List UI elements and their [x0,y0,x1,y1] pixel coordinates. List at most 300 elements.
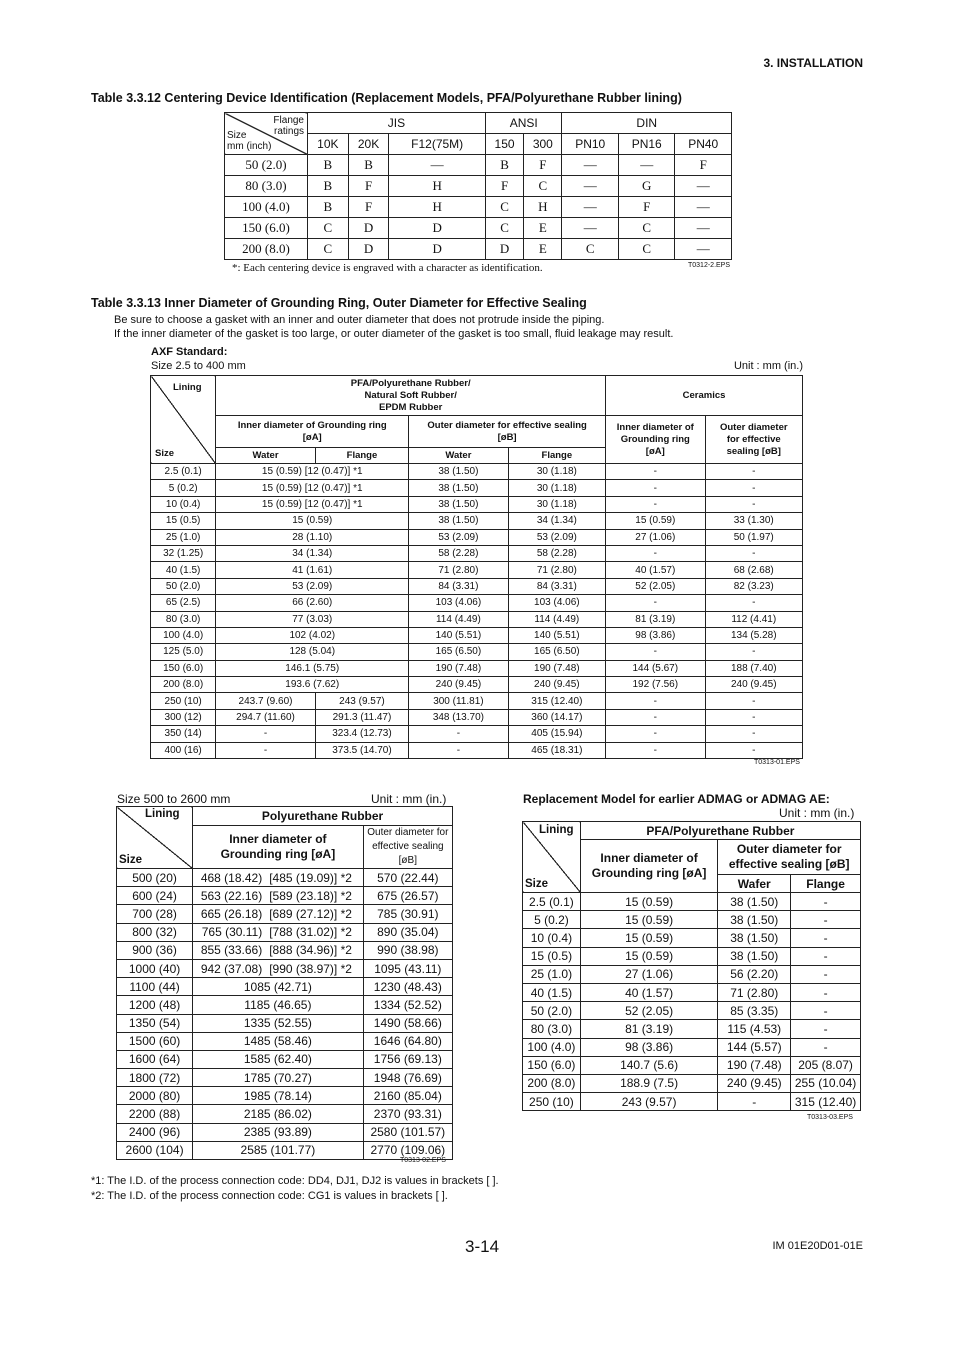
ceramics-inner-cell: 144 (5.67) [606,660,705,676]
size-cell: 200 (8.0) [151,677,216,693]
code-cell: D [389,239,486,260]
size-cell: 80 (3.0) [151,611,216,627]
size-cell: 350 (14) [151,726,216,742]
corner-header: Flange ratings Size mm (inch) [225,113,308,155]
size-cell: 1100 (44) [117,978,193,996]
eps-label: T0313-02.EPS [400,1157,446,1164]
ceramics-outer-cell: - [705,709,802,725]
code-cell: F [675,155,732,176]
inner-diameter-cell: 128 (5.04) [216,644,409,660]
rep-unit: Unit : mm (in.) [779,806,855,820]
code-cell: — [389,155,486,176]
outer-diameter-cell: 2160 (85.04) [363,1087,452,1105]
size-cell: 25 (1.0) [151,529,216,545]
table-row [523,929,861,947]
inner-diameter-cell: 81 (3.19) [580,1020,718,1038]
table-row [151,529,803,545]
ceramics-outer-cell: 68 (2.68) [705,562,802,578]
code-cell: G [618,176,674,197]
outer-water-cell: 114 (4.49) [409,611,508,627]
inner-diameter-cell: 15 (0.59) [216,513,409,529]
wafer-cell: 85 (3.35) [718,1002,791,1020]
size-cell: 2200 (88) [117,1105,193,1123]
column-header: 10K [308,134,349,155]
code-cell: C [308,239,349,260]
ceramics-outer-cell: - [705,644,802,660]
wafer-cell: 38 (1.50) [718,929,791,947]
size-cell: 200 (8.0) [523,1074,581,1092]
size-cell: 2600 (104) [117,1141,193,1159]
column-header: 300 [524,134,562,155]
code-cell: — [562,176,618,197]
inner-header: Inner diameter of Grounding ring [øA] [580,840,718,893]
inner-diameter-cell: 2385 (93.89) [193,1123,364,1141]
size-cell: 2.5 (0.1) [523,893,581,911]
column-header: PN10 [562,134,618,155]
outer-flange-cell: 53 (2.09) [508,529,605,545]
size-cell: 1200 (48) [117,996,193,1014]
flange-header: Flange [315,448,408,464]
code-cell: F [618,197,674,218]
inner-diameter-cell: 27 (1.06) [580,965,718,983]
big-range: Size 500 to 2600 mm [117,792,231,806]
size-cell: 5 (0.2) [523,911,581,929]
flange-cell: - [791,929,861,947]
outer-header: Outer diameter for effective sealing [øB] [718,840,861,875]
outer-flange-cell: 465 (18.31) [508,742,605,758]
corner-header: Lining Size [117,807,193,869]
size-cell: 10 (0.4) [151,496,216,512]
outer-water-cell: 38 (1.50) [409,480,508,496]
size-cell: 700 (28) [117,905,193,923]
outer-flange-cell: 360 (14.17) [508,709,605,725]
group-header: DIN [562,113,732,134]
table-row [151,496,803,512]
table-row [151,595,803,611]
centering-device-table [224,112,732,260]
outer-water-cell: 58 (2.28) [409,545,508,561]
column-header: 150 [485,134,523,155]
size-cell: 150 (6.0) [523,1056,581,1074]
size-cell: 1350 (54) [117,1014,193,1032]
inner-diameter-cell: 1785 (70.27) [193,1069,364,1087]
column-header: 20K [348,134,389,155]
table-row [117,1032,453,1050]
table-row [117,941,453,959]
inner-diameter-cell: 41 (1.61) [216,562,409,578]
flange-cell: - [791,1020,861,1038]
column-header: PN16 [618,134,674,155]
table-row [225,176,732,197]
table-row [225,155,732,176]
ceramics-outer-cell: 33 (1.30) [705,513,802,529]
inner-diameter-cell: 15 (0.59) [580,911,718,929]
table-row [523,1093,861,1111]
table-row [151,545,803,561]
code-cell: F [524,155,562,176]
code-cell: B [485,155,523,176]
wafer-cell: 71 (2.80) [718,983,791,1001]
table-row [117,1087,453,1105]
inner-bracket-cell: [990 (38.97)] *2 [266,959,363,977]
code-cell: C [618,239,674,260]
outer-diameter-cell: 1756 (69.13) [363,1050,452,1068]
ceramics-outer-cell: - [705,496,802,512]
inner-diameter-cell: 52 (2.05) [580,1002,718,1020]
table-row [151,677,803,693]
outer-water-cell: 71 (2.80) [409,562,508,578]
outer-flange-cell: 405 (15.94) [508,726,605,742]
code-cell: F [485,176,523,197]
wafer-cell: 56 (2.20) [718,965,791,983]
table-row [523,947,861,965]
inner-diameter-cell: 15 (0.59) [12 (0.47)] *1 [216,496,409,512]
flange-cell: - [791,983,861,1001]
outer-flange-cell: 190 (7.48) [508,660,605,676]
inner-diameter-cell: 1335 (52.55) [193,1014,364,1032]
inner-diameter-cell: 855 (33.66) [193,941,267,959]
inner-water-cell: - [216,742,315,758]
table-row [151,611,803,627]
size-cell: 1500 (60) [117,1032,193,1050]
size-cell: 250 (10) [523,1093,581,1111]
size-cell: 500 (20) [117,869,193,887]
note-line: If the inner diameter of the gasket is too large, or outer diameter of the gasket is too small, fluid leakage may result. [114,328,674,340]
table-row [523,1002,861,1020]
ceramics-inner-cell: - [606,742,705,758]
size-cell: 400 (16) [151,742,216,758]
ceramics-outer-cell: 188 (7.40) [705,660,802,676]
table-row [523,1020,861,1038]
table-row [117,1050,453,1068]
table-row [523,893,861,911]
ceramics-inner-cell: - [606,644,705,660]
inner-diameter-cell: 40 (1.57) [580,983,718,1001]
size-cell: 100 (4.0) [225,197,308,218]
size-cell: 50 (2.0) [523,1002,581,1020]
table-row [117,905,453,923]
ceramics-outer-cell: 112 (4.41) [705,611,802,627]
inner-bracket-cell: [589 (23.18)] *2 [266,887,363,905]
large-size-table [116,806,453,1160]
size-cell: 200 (8.0) [225,239,308,260]
code-cell: D [485,239,523,260]
ceramics-outer-cell: - [705,545,802,561]
table-row [117,1123,453,1141]
outer-flange-cell: 315 (12.40) [508,693,605,709]
eps-label: T0313-01.EPS [754,759,800,766]
table-row [117,887,453,905]
code-cell: C [308,218,349,239]
outer-diameter-cell: 570 (22.44) [363,869,452,887]
code-cell: F [348,176,389,197]
code-cell: — [562,197,618,218]
outer-flange-cell: 165 (6.50) [508,644,605,660]
code-cell: H [524,197,562,218]
inner-diameter-cell: 15 (0.59) [580,929,718,947]
code-cell: C [485,218,523,239]
size-cell: 10 (0.4) [523,929,581,947]
table-row [151,644,803,660]
ceramics-outer-header: Outer diameter for effective sealing [øB] [705,416,802,464]
table-row [151,660,803,676]
size-cell: 600 (24) [117,887,193,905]
inner-diameter-cell: 15 (0.59) [12 (0.47)] *1 [216,464,409,480]
inner-diameter-cell: 146.1 (5.75) [216,660,409,676]
inner-header: Inner diameter of Grounding ring [øA] [216,416,409,448]
outer-diameter-cell: 1334 (52.52) [363,996,452,1014]
outer-flange-cell: 71 (2.80) [508,562,605,578]
outer-flange-cell: 84 (3.31) [508,578,605,594]
size-cell: 150 (6.0) [151,660,216,676]
pfa-header: PFA/Polyurethane Rubber/ Natural Soft Rubber/ EPDM Rubber [216,376,606,416]
outer-water-cell: 38 (1.50) [409,513,508,529]
code-cell: C [562,239,618,260]
group-header: ANSI [485,113,562,134]
outer-water-cell: 300 (11.81) [409,693,508,709]
outer-diameter-cell: 1948 (76.69) [363,1069,452,1087]
inner-diameter-cell: 53 (2.09) [216,578,409,594]
ceramics-inner-cell: 40 (1.57) [606,562,705,578]
inner-diameter-cell: 942 (37.08) [193,959,267,977]
replacement-table [522,821,861,1111]
inner-diameter-cell: 2185 (86.02) [193,1105,364,1123]
code-cell: — [562,218,618,239]
outer-flange-cell: 34 (1.34) [508,513,605,529]
inner-header: Inner diameter of Grounding ring [øA] [193,826,364,869]
outer-flange-cell: 103 (4.06) [508,595,605,611]
flange-cell: - [791,893,861,911]
ceramics-outer-cell: - [705,726,802,742]
ceramics-inner-cell: - [606,595,705,611]
inner-diameter-cell: 66 (2.60) [216,595,409,611]
table-row [117,869,453,887]
outer-water-cell: 165 (6.50) [409,644,508,660]
table-row [151,578,803,594]
table-row [523,965,861,983]
table-row [151,709,803,725]
inner-diameter-cell: 765 (30.11) [193,923,267,941]
inner-diameter-cell: 1185 (46.65) [193,996,364,1014]
ceramics-header: Ceramics [606,376,803,416]
inner-diameter-cell: 28 (1.10) [216,529,409,545]
ceramics-inner-cell: 15 (0.59) [606,513,705,529]
outer-diameter-cell: 990 (38.98) [363,941,452,959]
code-cell: — [618,155,674,176]
outer-flange-cell: 30 (1.18) [508,496,605,512]
inner-flange-cell: 323.4 (12.73) [315,726,408,742]
size-cell: 65 (2.5) [151,595,216,611]
size-cell: 40 (1.5) [523,983,581,1001]
wafer-cell: 190 (7.48) [718,1056,791,1074]
table-row [117,1014,453,1032]
code-cell: B [348,155,389,176]
code-cell: C [485,197,523,218]
outer-header: Outer diameter for effective sealing [øB] [363,826,452,869]
inner-diameter-cell: 34 (1.34) [216,545,409,561]
wafer-cell: - [718,1093,791,1111]
code-cell: — [675,218,732,239]
ceramics-inner-cell: - [606,496,705,512]
size-cell: 15 (0.5) [151,513,216,529]
inner-bracket-cell: [888 (34.96)] *2 [266,941,363,959]
corner-header: Lining Size [523,822,581,893]
size-cell: 2400 (96) [117,1123,193,1141]
inner-flange-cell: 373.5 (14.70) [315,742,408,758]
ceramics-inner-cell: - [606,709,705,725]
ceramics-outer-cell: 134 (5.28) [705,627,802,643]
size-cell: 100 (4.0) [523,1038,581,1056]
inner-diameter-cell: 1585 (62.40) [193,1050,364,1068]
wafer-cell: 38 (1.50) [718,947,791,965]
inner-diameter-cell: 193.6 (7.62) [216,677,409,693]
table-row [151,627,803,643]
inner-flange-cell: 291.3 (11.47) [315,709,408,725]
note-line: Be sure to choose a gasket with an inner and outer diameter that does not protrude inside the piping. [114,314,605,326]
group-header: Polyurethane Rubber [193,807,453,826]
outer-flange-cell: 58 (2.28) [508,545,605,561]
outer-diameter-cell: 1230 (48.43) [363,978,452,996]
column-header: PN40 [675,134,732,155]
outer-water-cell: 38 (1.50) [409,464,508,480]
inner-diameter-cell: 1085 (42.71) [193,978,364,996]
table-row [151,693,803,709]
inner-diameter-cell: 665 (26.18) [193,905,267,923]
outer-diameter-cell: 1646 (64.80) [363,1032,452,1050]
table-row [117,978,453,996]
wafer-cell: 38 (1.50) [718,911,791,929]
size-cell: 800 (32) [117,923,193,941]
size-cell: 15 (0.5) [523,947,581,965]
page-number: 3-14 [465,1237,500,1256]
table-13-caption: Table 3.3.13 Inner Diameter of Grounding Ring, Outer Diameter for Effective Sealing [91,296,587,310]
size-cell: 25 (1.0) [523,965,581,983]
table-row [523,983,861,1001]
flange-cell: 205 (8.07) [791,1056,861,1074]
wafer-cell: 240 (9.45) [718,1074,791,1092]
outer-flange-cell: 114 (4.49) [508,611,605,627]
outer-water-cell: 38 (1.50) [409,496,508,512]
ceramics-inner-cell: - [606,464,705,480]
table-row [523,1056,861,1074]
code-cell: C [618,218,674,239]
size-cell: 50 (2.0) [151,578,216,594]
table-row [225,239,732,260]
axf-title: AXF Standard: [151,346,228,358]
outer-water-cell: 348 (13.70) [409,709,508,725]
outer-diameter-cell: 2770 (109.06) [363,1141,452,1159]
ceramics-outer-cell: - [705,464,802,480]
ceramics-outer-cell: - [705,693,802,709]
outer-water-cell: 140 (5.51) [409,627,508,643]
axf-unit: Unit : mm (in.) [733,360,803,372]
size-cell: 1000 (40) [117,959,193,977]
flange-header: Flange [791,875,861,893]
code-cell: — [675,197,732,218]
inner-diameter-cell: 243 (9.57) [580,1093,718,1111]
code-cell: F [348,197,389,218]
eps-label: T0312-2.EPS [688,262,731,269]
ceramics-inner-cell: 81 (3.19) [606,611,705,627]
table-row [117,1105,453,1123]
outer-water-cell: 53 (2.09) [409,529,508,545]
size-cell: 80 (3.0) [225,176,308,197]
outer-water-cell: 190 (7.48) [409,660,508,676]
inner-diameter-cell: 140.7 (5.6) [580,1056,718,1074]
table-row [151,513,803,529]
size-cell: 2.5 (0.1) [151,464,216,480]
table-row [117,959,453,977]
wafer-cell: 38 (1.50) [718,893,791,911]
flange-cell: - [791,965,861,983]
table-row [523,1038,861,1056]
size-cell: 40 (1.5) [151,562,216,578]
axf-range: Size 2.5 to 400 mm [151,360,246,372]
code-cell: — [675,176,732,197]
table-row [225,218,732,239]
code-cell: D [348,218,389,239]
footnote-1: *1: The I.D. of the process connection code: DD4, DJ1, DJ2 is values in brackets [ ]. [91,1175,499,1187]
outer-water-cell: - [409,726,508,742]
size-cell: 5 (0.2) [151,480,216,496]
outer-flange-cell: 140 (5.51) [508,627,605,643]
outer-diameter-cell: 785 (30.91) [363,905,452,923]
ceramics-outer-cell: 50 (1.97) [705,529,802,545]
table-12-footnote: *: Each centering device is engraved with a character as identification. [232,262,543,274]
doc-id: IM 01E20D01-01E [772,1240,863,1252]
flange-cell: 315 (12.40) [791,1093,861,1111]
size-cell: 150 (6.0) [225,218,308,239]
ceramics-inner-cell: 98 (3.86) [606,627,705,643]
flange-cell: - [791,1002,861,1020]
inner-diameter-cell: 98 (3.86) [580,1038,718,1056]
inner-bracket-cell: [689 (27.12)] *2 [266,905,363,923]
ceramics-outer-cell: - [705,742,802,758]
code-cell: — [562,155,618,176]
inner-diameter-cell: 15 (0.59) [580,893,718,911]
inner-diameter-cell: 468 (18.42) [193,869,267,887]
outer-diameter-cell: 890 (35.04) [363,923,452,941]
size-cell: 125 (5.0) [151,644,216,660]
inner-diameter-cell: 188.9 (7.5) [580,1074,718,1092]
group-header: JIS [308,113,486,134]
ceramics-inner-cell: - [606,545,705,561]
section-header: 3. INSTALLATION [763,56,863,70]
code-cell: B [308,176,349,197]
ceramics-inner-cell: - [606,693,705,709]
water-header: Water [216,448,315,464]
inner-water-cell: - [216,726,315,742]
inner-diameter-cell: 1485 (58.46) [193,1032,364,1050]
inner-bracket-cell: [788 (31.02)] *2 [266,923,363,941]
code-cell: D [389,218,486,239]
code-cell: E [524,218,562,239]
table-row [151,464,803,480]
outer-diameter-cell: 1490 (58.66) [363,1014,452,1032]
flange-cell: - [791,1038,861,1056]
code-cell: B [308,197,349,218]
inner-bracket-cell: [485 (19.09)] *2 [266,869,363,887]
inner-diameter-cell: 2585 (101.77) [193,1141,364,1159]
table-12-caption: Table 3.3.12 Centering Device Identification (Replacement Models, PFA/Polyurethane Rubber lining) [91,91,682,105]
table-row [225,197,732,218]
outer-flange-cell: 30 (1.18) [508,480,605,496]
ceramics-outer-cell: 240 (9.45) [705,677,802,693]
axf-standard-table [150,375,803,759]
table-row [117,923,453,941]
size-cell: 1800 (72) [117,1069,193,1087]
inner-flange-cell: 243 (9.57) [315,693,408,709]
